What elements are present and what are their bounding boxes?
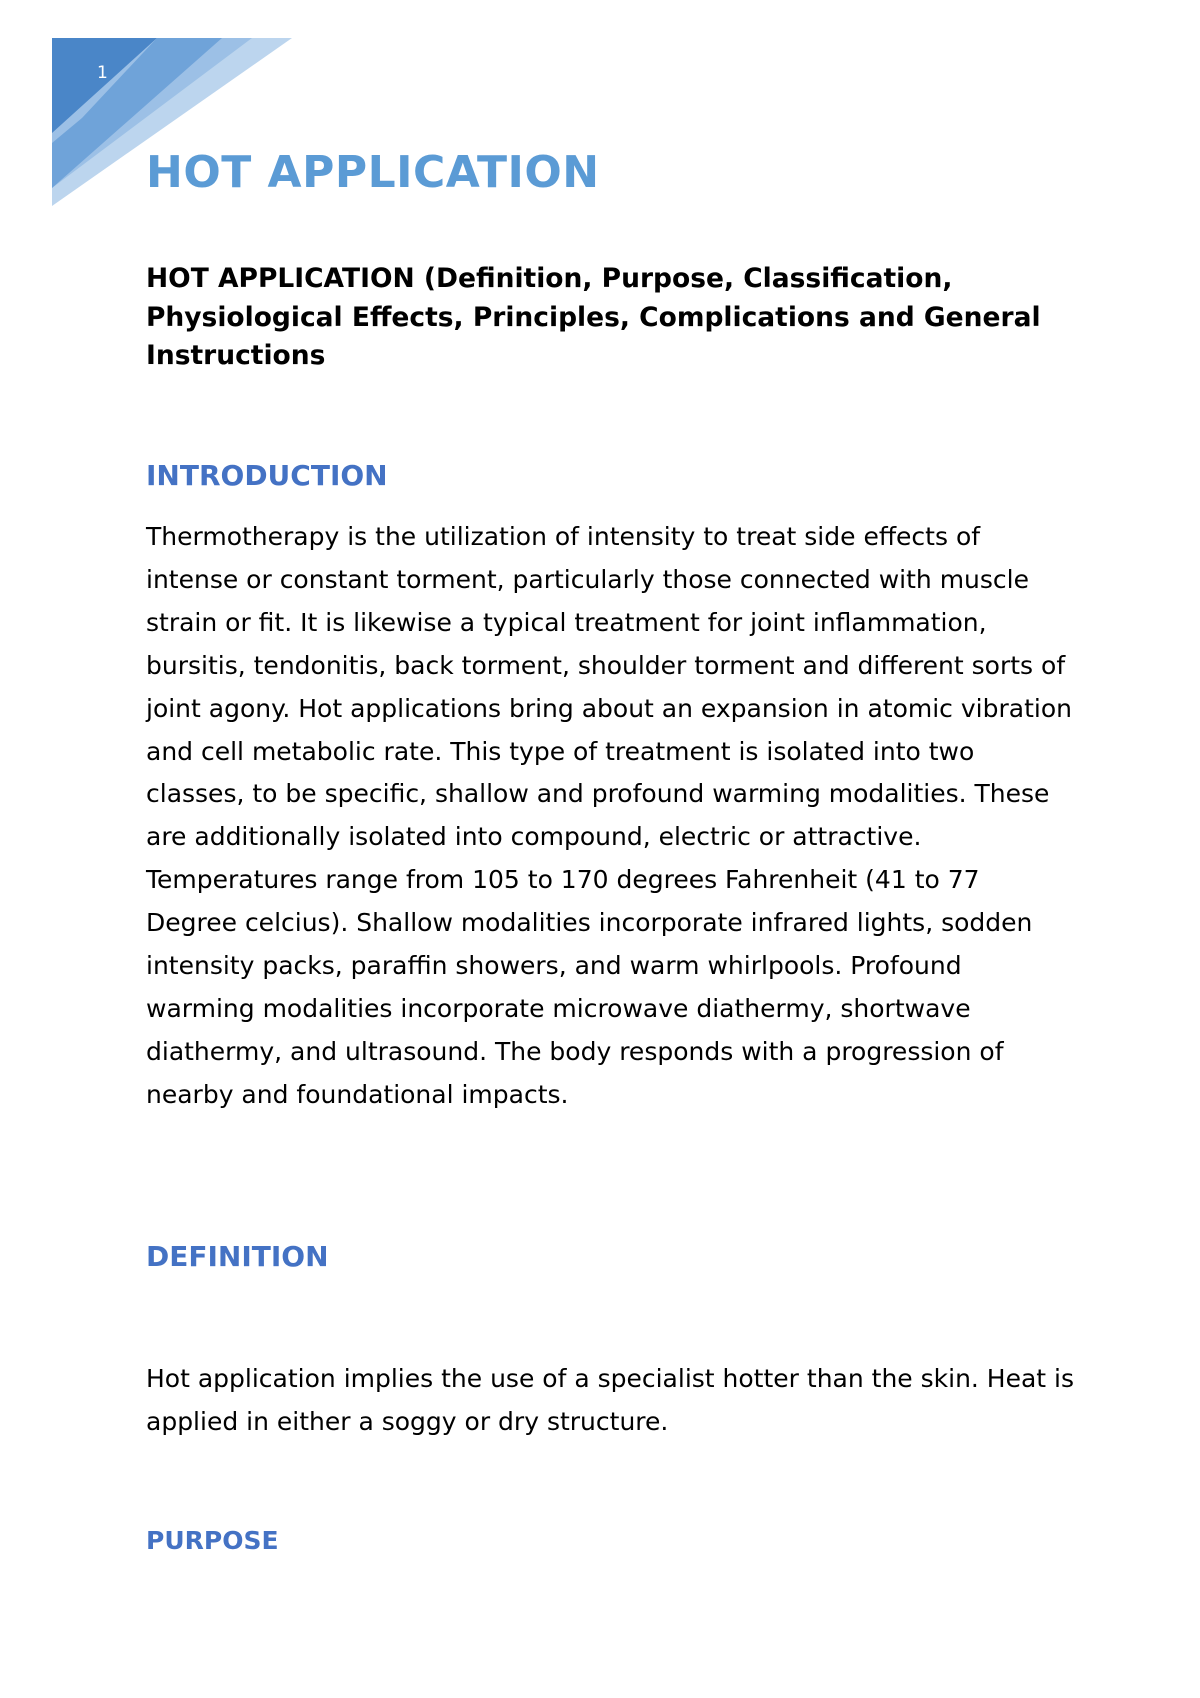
definition-paragraph: Hot application implies the use of a specialist hotter than the skin. Heat is applied in either a soggy or dry structure. <box>146 1364 1075 1436</box>
purpose-heading: PURPOSE <box>146 1526 279 1555</box>
introduction-paragraph: Thermotherapy is the utilization of intensity to treat side effects of intense or constant torment, particularly those connected with muscle strain or fit. It is likewise a typical treatment for joint inflammation, bursitis, tendonitis, back torment, shoulder torment and different sorts of joint agony. Hot applications bring about an expansion in atomic vibration and cell metabolic rate. This type of treatment is isolated into two classes, to be specific, shallow and profound warming modalities. These are additionally isolated into compound, electric or attractive. Temperatures range from 105 to 170 degrees Fahrenheit (41 to 77 Degree celcius). Shallow modalities incorporate infrared lights, sodden intensity packs, paraffin showers, and warm whirlpools. Profound warming modalities incorporate microwave diathermy, shortwave diathermy, and ultrasound. The body responds with a progression of nearby and foundational impacts. <box>146 522 1072 1109</box>
page-number: 1 <box>97 63 108 83</box>
definition-heading: DEFINITION <box>146 1240 329 1273</box>
introduction-heading: INTRODUCTION <box>146 459 388 492</box>
document-subtitle: HOT APPLICATION (Definition, Purpose, Classification, Physiological Effects, Principles, Complications and General Instructions <box>146 263 1041 371</box>
document-title: HOT APPLICATION <box>146 147 600 198</box>
